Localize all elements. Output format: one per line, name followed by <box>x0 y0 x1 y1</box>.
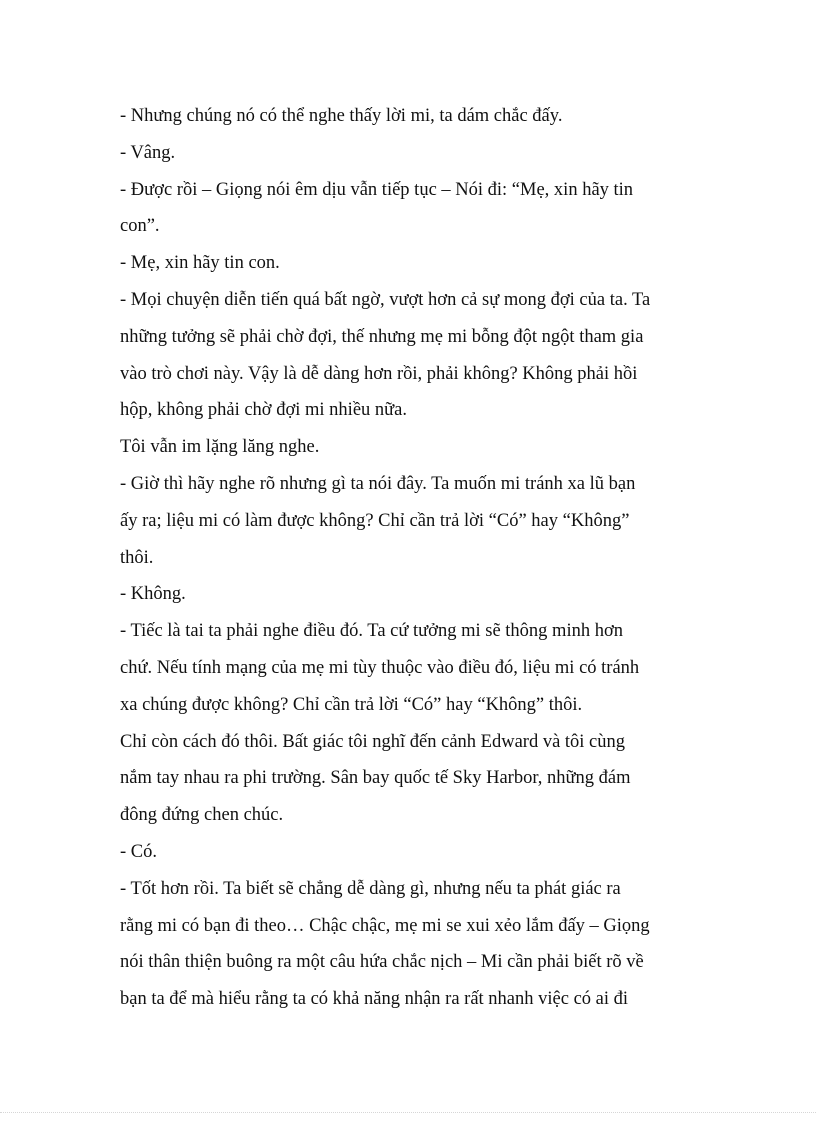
text-line: bạn ta để mà hiểu rằng ta có khả năng nhận ra rất nhanh việc có ai đi <box>120 989 629 1010</box>
text-line: những tưởng sẽ phải chờ đợi, thế nhưng mẹ mi bỗng đột ngột tham gia <box>120 326 644 347</box>
text-line: - Có. <box>120 841 157 862</box>
body-text <box>120 98 700 1018</box>
text-line: chứ. Nếu tính mạng của mẹ mi tùy thuộc vào điều đó, liệu mi có tránh <box>120 657 640 678</box>
text-line: Tôi vẫn im lặng lăng nghe. <box>120 437 320 458</box>
text-line: con”. <box>120 216 160 237</box>
text-line: - Giờ thì hãy nghe rõ nhưng gì ta nói đây. Ta muốn mi tránh xa lũ bạn <box>120 473 636 494</box>
text-line: - Vâng. <box>120 142 176 163</box>
text-line: vào trò chơi này. Vậy là dễ dàng hơn rồi, phải không? Không phải hồi <box>120 363 638 384</box>
text-line: đông đứng chen chúc. <box>120 805 284 826</box>
text-line: rằng mi có bạn đi theo… Chậc chậc, mẹ mi se xui xẻo lắm đấy – Giọng <box>120 915 650 936</box>
text-line: - Mọi chuyện diễn tiến quá bất ngờ, vượt hơn cả sự mong đợi của ta. Ta <box>120 289 651 310</box>
text-line: nắm tay nhau ra phi trường. Sân bay quốc tế Sky Harbor, những đám <box>120 768 631 789</box>
text-line: Chỉ còn cách đó thôi. Bất giác tôi nghĩ đến cảnh Edward và tôi cùng <box>120 731 626 752</box>
text-line: - Được rồi – Giọng nói êm dịu vẫn tiếp tục – Nói đi: “Mẹ, xin hãy tin <box>120 179 634 200</box>
text-line: - Nhưng chúng nó có thể nghe thấy lời mi, ta dám chắc đấy. <box>120 106 563 126</box>
text-line: ấy ra; liệu mi có làm được không? Chỉ cần trả lời “Có” hay “Không” <box>120 510 630 531</box>
text-line: nói thân thiện buông ra một câu hứa chắc nịch – Mi cần phải biết rõ về <box>120 952 644 973</box>
text-line: xa chúng được không? Chỉ cần trả lời “Có” hay “Không” thôi. <box>120 694 583 715</box>
text-line: - Mẹ, xin hãy tin con. <box>120 253 280 274</box>
text-line: - Tốt hơn rồi. Ta biết sẽ chẳng dễ dàng gì, nhưng nếu ta phát giác ra <box>120 878 621 899</box>
page-bottom-divider <box>0 1112 816 1113</box>
text-line: - Tiếc là tai ta phải nghe điều đó. Ta cứ tưởng mi sẽ thông minh hơn <box>120 621 623 642</box>
text-line: hộp, không phải chờ đợi mi nhiều nữa. <box>120 400 408 421</box>
text-line: - Không. <box>120 584 186 605</box>
text-line: thôi. <box>120 547 154 568</box>
